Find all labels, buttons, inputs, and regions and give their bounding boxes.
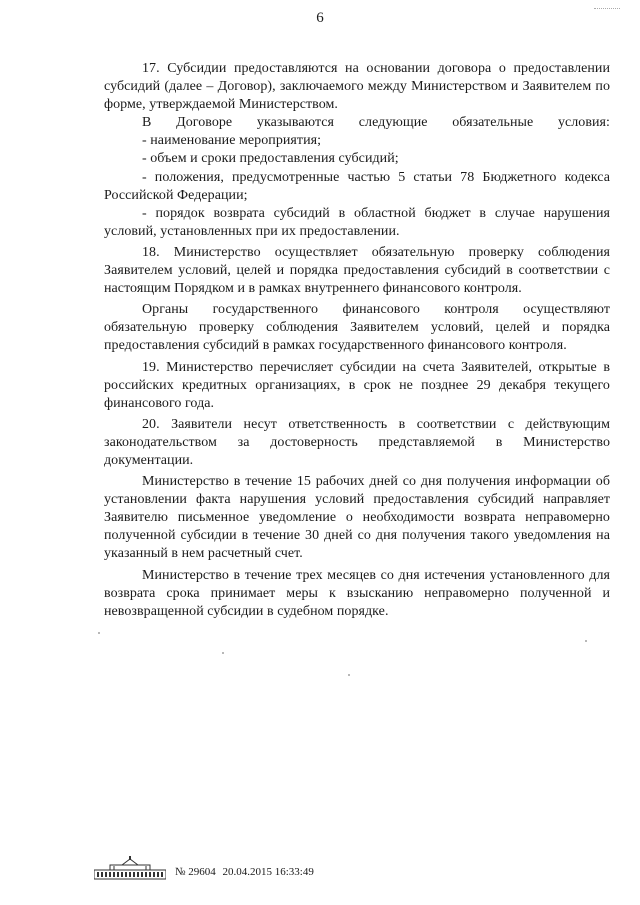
paragraph-recovery: Министерство в течение трех месяцев со дня истечения установленного для возврата срока принимает меры к взысканию неправомерно полученной и невозвращенной субсидии в судебном порядке.: [104, 567, 610, 619]
scan-corner-mark: [594, 8, 620, 11]
list-item-event-name: - наименование мероприятия;: [142, 133, 322, 149]
document-footer: [94, 856, 318, 880]
paragraph-notification: Министерство в течение 15 рабочих дней со дня получения информации об установлении факта нарушения условий предоставления субсидий направляет Заявителю письменное уведомление о необходимости возврата неправомерно полученной субсидии в течение 30 дней со дня получения такого уведомления на указанный в нем расчетный счет.: [104, 474, 610, 562]
list-item-volume-terms: - объем и сроки предоставления субсидий;: [142, 151, 399, 167]
document-registration-stamp: [175, 865, 318, 880]
scan-speck: [585, 640, 587, 642]
doc-timestamp: 20.04.2015 16:33:49: [222, 866, 314, 878]
paragraph-financial-control: Органы государственного финансового контроля осуществляют обязательную проверку соблюдения Заявителем условий, целей и порядка предоставления субсидий в рамках государственного финансового контроля.: [104, 302, 610, 354]
scan-speck: [98, 632, 100, 634]
paragraph-18: 18. Министерство осуществляет обязательную проверку соблюдения Заявителем условий, целей и порядка предоставления субсидий в соответствии с настоящим Порядком и в рамках внутреннего финансового контроля.: [104, 244, 610, 297]
scan-speck: [222, 652, 224, 654]
list-item-budget-code: - положения, предусмотренные частью 5 статьи 78 Бюджетного кодекса Российской Федерации;: [104, 169, 610, 203]
paragraph-conditions-intro: В Договоре указываются следующие обязательные условия:: [142, 115, 610, 131]
paragraph-17: 17. Субсидии предоставляются на основании договора о предоставлении субсидий (далее – Договор), заключаемого между Министерством и Заявителем по форме, утверждаемой Министерством.: [104, 61, 610, 113]
paragraph-19: 19. Министерство перечисляет субсидии на счета Заявителей, открытые в российских кредитных организациях, в срок не позднее 29 декабря текущего финансового года.: [104, 359, 610, 411]
scan-speck: [348, 674, 350, 676]
government-building-logo-icon: [94, 856, 166, 880]
paragraph-20: 20. Заявители несут ответственность в соответствии с действующим законодательством за достоверность представляемой в Министерство документации.: [104, 416, 610, 468]
list-item-return-order: - порядок возврата субсидий в областной бюджет в случае нарушения условий, установленных при их предоставлении.: [104, 205, 610, 239]
document-body: [104, 60, 610, 621]
page-number: 6: [316, 10, 324, 26]
doc-number: № 29604: [175, 866, 216, 878]
